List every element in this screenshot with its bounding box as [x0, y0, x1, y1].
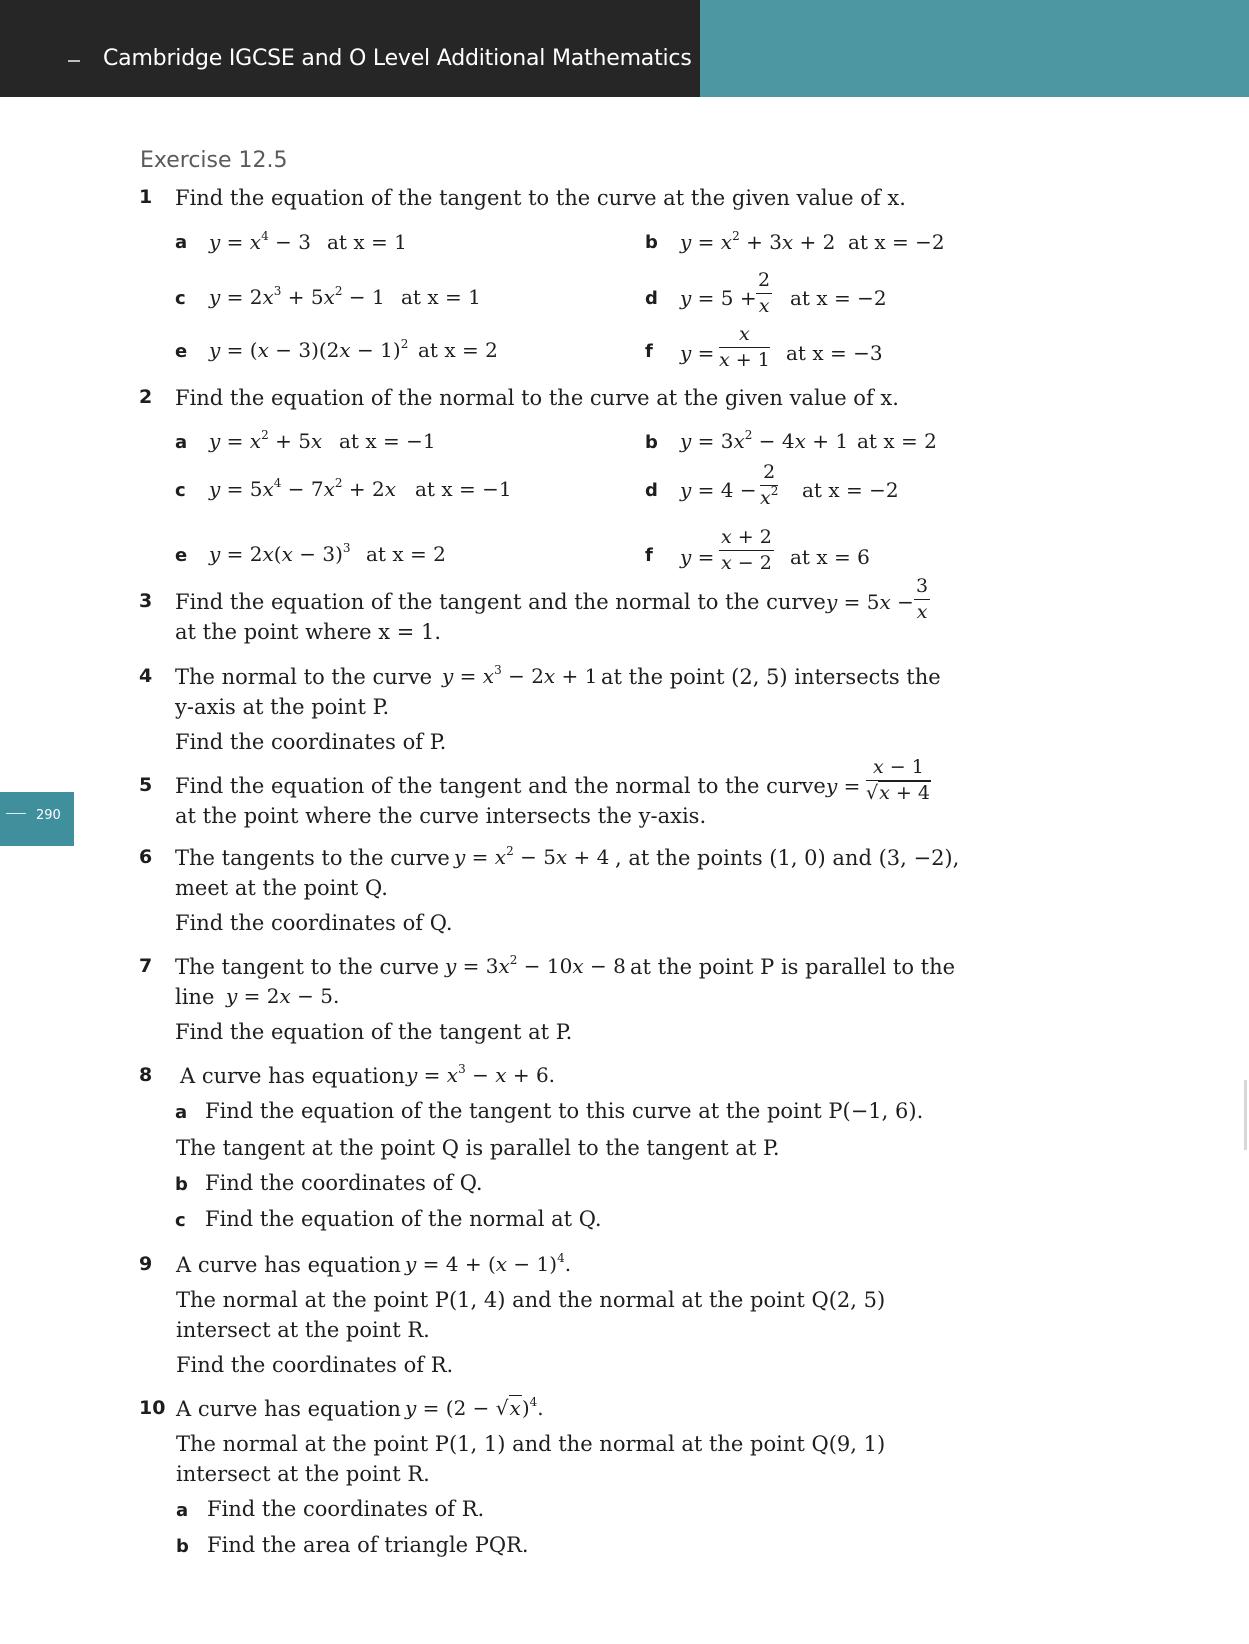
q8-part-a-text: Find the equation of the tangent to this curve at the point P(−1, 6). [205, 1099, 924, 1123]
q2b-equation: $y = 3x^2 - 4x + 1$ [680, 428, 849, 453]
q2-part-f-label: f [645, 545, 653, 566]
q2-part-e-label: e [175, 545, 188, 566]
q10-part-b-text: Find the area of triangle PQR. [207, 1533, 529, 1557]
question-10-line-2: The normal at the point P(1, 1) and the normal at the point Q(9, 1) [176, 1432, 886, 1456]
question-6-line-2: meet at the point Q. [175, 876, 388, 900]
q5-equation: y = [826, 774, 861, 798]
question-2-text: Find the equation of the normal to the curve at the given value of x. [175, 386, 899, 410]
q2f-fraction: $\frac{x + 2}{x - 2}$ [721, 526, 772, 574]
question-6-line-3: Find the coordinates of Q. [175, 911, 453, 935]
q2a-condition: at x = −1 [339, 429, 436, 453]
question-3-number: 3 [139, 590, 153, 612]
q2-part-b-label: b [645, 432, 658, 453]
question-3-line-2: at the point where x = 1. [175, 620, 442, 644]
q2e-condition: at x = 2 [366, 542, 446, 566]
q1a-condition: at x = 1 [327, 230, 407, 254]
q1d-condition: at x = −2 [790, 286, 887, 310]
question-2-number: 2 [139, 386, 153, 408]
q1e-condition: at x = 2 [418, 338, 498, 362]
question-7-line-2: line [175, 985, 215, 1009]
q5-fraction: $\frac{x - 1}{√x + 4}$ [866, 756, 930, 804]
question-10-line-1: A curve has equation [176, 1397, 401, 1421]
q6-equation: $y = x^2 - 5x + 4$ [454, 844, 610, 869]
q10-part-a-label: a [176, 1500, 189, 1521]
header-accent [700, 0, 1249, 97]
q2-part-c-label: c [175, 480, 186, 501]
q8-part-c-label: c [175, 1210, 186, 1231]
q8-part-a-label: a [175, 1102, 188, 1123]
question-1-number: 1 [139, 186, 153, 208]
q1c-condition: at x = 1 [401, 285, 481, 309]
q3-fraction: $\frac{3}{x}$ [916, 575, 929, 623]
exercise-title: Exercise 12.5 [140, 148, 288, 173]
q2-part-a-label: a [175, 432, 188, 453]
q10-equation: $y = (2 - √x)^4$. [405, 1395, 544, 1420]
q8-intermediate-text: The tangent at the point Q is parallel to the tangent at P. [176, 1136, 780, 1160]
question-6-line-1-continued: , at the points (1, 0) and (3, −2), [615, 846, 960, 870]
page-edge-mark [1244, 1080, 1247, 1150]
question-9-line-3: intersect at the point R. [176, 1318, 430, 1342]
q1-part-f-label: f [645, 341, 653, 362]
q8-part-c-text: Find the equation of the normal at Q. [205, 1207, 602, 1231]
page-tab-line [6, 813, 26, 814]
question-10-number: 10 [139, 1397, 166, 1419]
question-9-line-2: The normal at the point P(1, 4) and the normal at the point Q(2, 5) [176, 1288, 886, 1312]
question-4-line-1: The normal to the curve [175, 665, 433, 689]
q1a-equation: $y = x^4 - 3$ [209, 229, 324, 254]
question-7-number: 7 [139, 955, 153, 977]
q1-part-d-label: d [645, 288, 658, 309]
question-3-line-1: Find the equation of the tangent and the normal to the curve [175, 590, 826, 614]
q1-part-b-label: b [645, 232, 658, 253]
question-7-line-1-continued: at the point P is parallel to the [630, 955, 956, 979]
question-10-line-3: intersect at the point R. [176, 1462, 430, 1486]
question-5-number: 5 [139, 774, 153, 796]
q1e-equation: $y = (x - 3)(2x - 1)^2$ [209, 337, 409, 362]
question-9-line-4: Find the coordinates of R. [176, 1353, 454, 1377]
q3-equation: y = 5x − [826, 590, 914, 614]
q2e-equation: $y = 2x(x - 3)^3$ [209, 541, 351, 566]
q1b-equation: $y = x^2 + 3x + 2$ [680, 229, 836, 254]
q2d-fraction: $\frac{2}{x^2}$ [760, 461, 779, 509]
q1-part-c-label: c [175, 288, 186, 309]
question-9-number: 9 [139, 1253, 153, 1275]
q2-part-d-label: d [645, 480, 658, 501]
question-8-number: 8 [139, 1064, 153, 1086]
question-7-line-3: Find the equation of the tangent at P. [175, 1020, 573, 1044]
q1d-equation: y = 5 + [680, 286, 757, 310]
q2a-equation: $y = x^2 + 5x$ [209, 428, 323, 453]
question-6-number: 6 [139, 846, 153, 868]
q1c-equation: $y = 2x^3 + 5x^2 - 1$ [209, 284, 385, 309]
question-4-line-3: Find the coordinates of P. [175, 730, 447, 754]
book-title: Cambridge IGCSE and O Level Additional Mathematics [103, 46, 692, 71]
q2f-condition: at x = 6 [790, 545, 870, 569]
question-5-line-2: at the point where the curve intersects the y-axis. [175, 804, 707, 828]
q2c-equation: $y = 5x^4 - 7x^2 + 2x$ [209, 476, 397, 501]
page-number-tab [0, 792, 74, 846]
q2c-condition: at x = −1 [415, 477, 512, 501]
question-4-number: 4 [139, 665, 153, 687]
q10-part-b-label: b [176, 1536, 189, 1557]
q7-line-equation: y = 2x − 5. [226, 984, 340, 1008]
q2d-equation: y = 4 − [680, 478, 757, 502]
q8-equation: $y = x^3 - x + 6$. [406, 1062, 556, 1087]
q2d-condition: at x = −2 [802, 478, 899, 502]
question-8-line-1: A curve has equation [180, 1064, 405, 1088]
header-ornament [68, 60, 80, 62]
q1-part-e-label: e [175, 341, 188, 362]
q8-part-b-text: Find the coordinates of Q. [205, 1171, 483, 1195]
q1b-condition: at x = −2 [848, 230, 945, 254]
q2f-equation: y = [680, 545, 715, 569]
q10-part-a-text: Find the coordinates of R. [207, 1497, 485, 1521]
q1f-fraction: $\frac{x}{x + 1}$ [719, 323, 770, 371]
question-6-line-1: The tangents to the curve [175, 846, 450, 870]
q2b-condition: at x = 2 [857, 429, 937, 453]
question-1-text: Find the equation of the tangent to the curve at the given value of x. [175, 186, 906, 210]
page-number: 290 [36, 808, 61, 823]
q1d-fraction: $\frac{2}{x}$ [758, 269, 771, 317]
question-4-line-1-continued: at the point (2, 5) intersects the [601, 665, 941, 689]
question-9-line-1: A curve has equation [176, 1253, 401, 1277]
q4-equation: $y = x^3 - 2x + 1$ [442, 663, 598, 688]
question-7-line-1: The tangent to the curve [175, 955, 440, 979]
q1-part-a-label: a [175, 232, 188, 253]
question-4-line-2: y-axis at the point P. [175, 695, 390, 719]
q1f-condition: at x = −3 [786, 341, 883, 365]
q1f-equation: y = [680, 341, 715, 365]
q7-equation: $y = 3x^2 - 10x - 8$ [445, 953, 626, 978]
q9-equation: $y = 4 + (x - 1)^4$. [405, 1251, 572, 1276]
question-5-line-1: Find the equation of the tangent and the normal to the curve [175, 774, 826, 798]
q8-part-b-label: b [175, 1174, 188, 1195]
